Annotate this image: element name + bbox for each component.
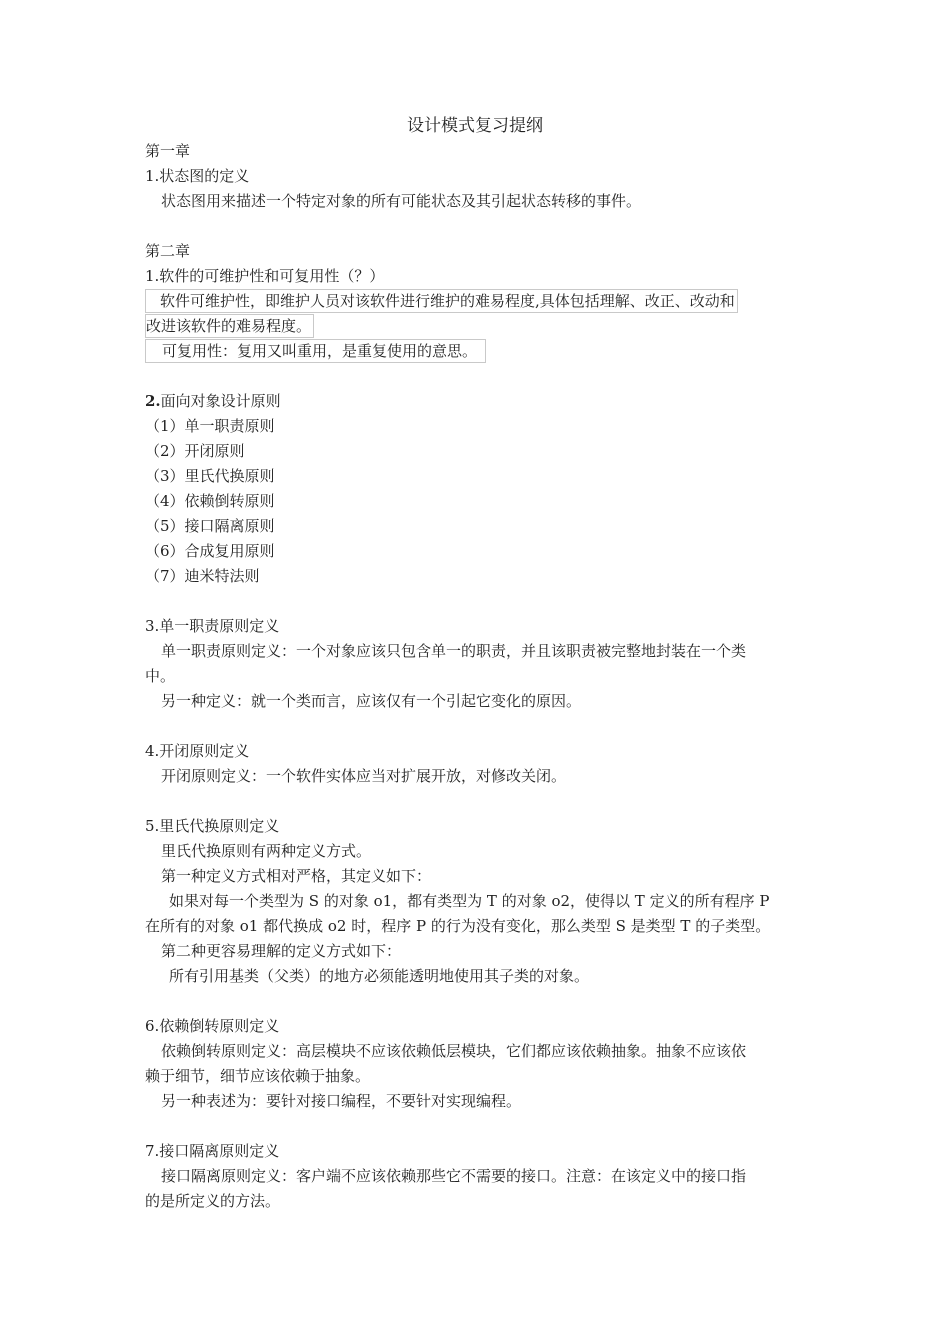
section-heading: 7.接口隔离原则定义: [145, 1142, 280, 1160]
paragraph: 另一种定义：就一个类而言，应该仅有一个引起它变化的原因。: [161, 692, 582, 710]
list-item: （6）合成复用原则: [145, 542, 275, 560]
paragraph: 开闭原则定义：一个软件实体应当对扩展开放，对修改关闭。: [161, 767, 567, 785]
list-item: （3）里氏代换原则: [145, 467, 275, 485]
boxed-paragraph-line: 改进该软件的难易程度。: [145, 314, 810, 339]
paragraph: 里氏代换原则有两种定义方式。: [161, 842, 372, 860]
list-item: （5）接口隔离原则: [145, 517, 275, 535]
section-heading: 3.单一职责原则定义: [145, 617, 280, 635]
chapter-2-heading: 第二章: [145, 242, 191, 260]
document-title: 设计模式复习提纲: [407, 116, 543, 136]
chapter-1-heading: 第一章: [145, 142, 191, 160]
paragraph: 的是所定义的方法。: [145, 1192, 281, 1210]
boxed-paragraph-line: 可复用性：复用又叫重用，是重复使用的意思。: [145, 339, 810, 364]
paragraph: 依赖倒转原则定义：高层模块不应该依赖低层模块，它们都应该依赖抽象。抽象不应该依: [161, 1042, 747, 1060]
section-heading: 4.开闭原则定义: [145, 742, 250, 760]
paragraph: 接口隔离原则定义：客户端不应该依赖那些它不需要的接口。注意：在该定义中的接口指: [161, 1167, 747, 1185]
section-heading: 1.软件的可维护性和可复用性（？）: [145, 267, 385, 285]
document-body: [145, 139, 810, 1214]
paragraph: 第二种更容易理解的定义方式如下：: [161, 942, 402, 960]
paragraph: 状态图用来描述一个特定对象的所有可能状态及其引起状态转移的事件。: [161, 192, 642, 210]
paragraph: 在所有的对象 o1 都代换成 o2 时，程序 P 的行为没有变化，那么类型 S 是类型 T 的子类型。: [145, 917, 771, 935]
paragraph: 另一种表述为：要针对接口编程，不要针对实现编程。: [161, 1092, 522, 1110]
paragraph: 中。: [145, 667, 176, 685]
section-heading: 5.里氏代换原则定义: [145, 817, 280, 835]
list-item: （4）依赖倒转原则: [145, 492, 275, 510]
list-item: （1）单一职责原则: [145, 417, 275, 435]
section-heading: 1.状态图的定义: [145, 167, 250, 185]
paragraph: 如果对每一个类型为 S 的对象 o1，都有类型为 T 的对象 o2，使得以 T 定义的所有程序 P: [169, 892, 770, 910]
paragraph: 单一职责原则定义：一个对象应该只包含单一的职责，并且该职责被完整地封装在一个类: [161, 642, 747, 660]
boxed-paragraph-line: 软件可维护性，即维护人员对该软件进行维护的难易程度,具体包括理解、改正、改动和: [145, 289, 810, 314]
paragraph: 赖于细节，细节应该依赖于抽象。: [145, 1067, 371, 1085]
paragraph: 第一种定义方式相对严格，其定义如下：: [161, 867, 432, 885]
paragraph: 所有引用基类（父类）的地方必须能透明地使用其子类的对象。: [169, 967, 590, 985]
section-heading: 6.依赖倒转原则定义: [145, 1017, 280, 1035]
list-item: （2）开闭原则: [145, 442, 245, 460]
list-item: （7）迪米特法则: [145, 567, 260, 585]
section-heading: 2.面向对象设计原则: [145, 392, 281, 410]
